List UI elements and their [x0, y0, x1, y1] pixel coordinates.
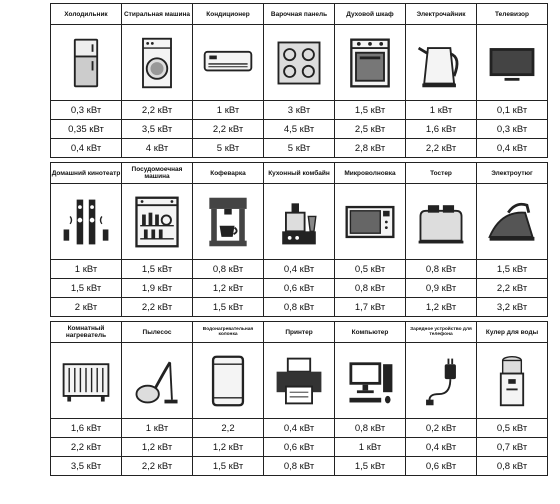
power-value: 1 кВт [406, 101, 477, 120]
power-value: 0,4 кВт [51, 139, 122, 158]
appliance-image-cell [406, 343, 477, 419]
power-value: 0,1 кВт [477, 101, 548, 120]
power-value: 0,8 кВт [264, 298, 335, 317]
power-value: 5 кВт [264, 139, 335, 158]
power-value: 3,5 кВт [122, 120, 193, 139]
power-value: 1,6 кВт [51, 419, 122, 438]
power-value: 2,2 кВт [193, 120, 264, 139]
power-value: 5 кВт [193, 139, 264, 158]
appliance-label: Принтер [264, 322, 335, 343]
power-value: 1,5 кВт [335, 101, 406, 120]
appliance-image-cell [122, 184, 193, 260]
appliance-image-cell [264, 184, 335, 260]
appliance-image-cell [477, 25, 548, 101]
appliance-label: Кондиционер [193, 4, 264, 25]
appliance-label: Водонагревательная колонка [193, 322, 264, 343]
appliance-label: Комнатный нагреватель [51, 322, 122, 343]
power-value: 3 кВт [264, 101, 335, 120]
toaster-icon [413, 194, 469, 250]
appliance-label: Кофеварка [193, 163, 264, 184]
food-processor-icon [271, 194, 327, 250]
washing-machine-icon [129, 35, 185, 91]
power-value: 0,2 кВт [406, 419, 477, 438]
power-value: 0,6 кВт [264, 279, 335, 298]
coffee-machine-icon [200, 194, 256, 250]
appliance-image-cell [406, 184, 477, 260]
appliance-label: Зарядное устройство для телефона [406, 322, 477, 343]
power-value: 1,5 кВт [122, 260, 193, 279]
computer-icon [342, 353, 398, 409]
power-value: 1,6 кВт [406, 120, 477, 139]
appliance-image-cell [335, 25, 406, 101]
power-value: 0,8 кВт [335, 419, 406, 438]
printer-icon [271, 353, 327, 409]
appliance-label: Духовой шкаф [335, 4, 406, 25]
power-value: 1,5 кВт [193, 457, 264, 476]
appliance-image-cell [264, 343, 335, 419]
power-value: 0,8 кВт [477, 457, 548, 476]
appliance-label: Электроутюг [477, 163, 548, 184]
power-value: 1,5 кВт [193, 298, 264, 317]
power-value: 1 кВт [51, 260, 122, 279]
power-value: 2,2 кВт [477, 279, 548, 298]
power-value: 1,2 кВт [193, 279, 264, 298]
vacuum-cleaner-icon [129, 353, 185, 409]
power-value: 1,2 кВт [193, 438, 264, 457]
fridge-icon [58, 35, 114, 91]
power-value: 2,2 кВт [122, 298, 193, 317]
appliance-image-cell [122, 25, 193, 101]
appliance-label: Телевизор [477, 4, 548, 25]
power-value: 0,9 кВт [406, 279, 477, 298]
power-value: 1,9 кВт [122, 279, 193, 298]
power-value: 1,2 кВт [122, 438, 193, 457]
power-value: 1,5 кВт [335, 457, 406, 476]
appliance-label: Холодильник [51, 4, 122, 25]
power-value: 1 кВт [193, 101, 264, 120]
power-value: 2,2 [193, 419, 264, 438]
power-value: 2,5 кВт [335, 120, 406, 139]
appliance-image-cell [193, 343, 264, 419]
power-value: 2,2 кВт [406, 139, 477, 158]
power-value: 1,5 кВт [51, 279, 122, 298]
power-value: 3,5 кВт [51, 457, 122, 476]
appliance-label: Микроволновка [335, 163, 406, 184]
appliance-image-cell [335, 343, 406, 419]
power-value: 0,8 кВт [406, 260, 477, 279]
heater-icon [58, 353, 114, 409]
power-value: 1,7 кВт [335, 298, 406, 317]
power-value: 0,5 кВт [335, 260, 406, 279]
appliance-image-cell [406, 25, 477, 101]
appliance-image-cell [264, 25, 335, 101]
power-value: 2,8 кВт [335, 139, 406, 158]
kettle-icon [413, 35, 469, 91]
appliance-label: Стиральная машина [122, 4, 193, 25]
appliance-label: Кухонный комбайн [264, 163, 335, 184]
tv-icon [484, 35, 540, 91]
power-value: 0,4 кВт [477, 139, 548, 158]
power-value: 0,4 кВт [264, 260, 335, 279]
power-value: 1,5 кВт [477, 260, 548, 279]
dishwasher-icon [129, 194, 185, 250]
power-value: 4,5 кВт [264, 120, 335, 139]
power-value: 3,2 кВт [477, 298, 548, 317]
power-value: 1 кВт [122, 419, 193, 438]
appliance-image-cell [477, 343, 548, 419]
microwave-icon [342, 194, 398, 250]
power-value: 0,5 кВт [477, 419, 548, 438]
power-value: 2,2 кВт [51, 438, 122, 457]
water-cooler-icon [484, 353, 540, 409]
air-conditioner-icon [200, 35, 256, 91]
oven-icon [342, 35, 398, 91]
power-value: 0,6 кВт [406, 457, 477, 476]
appliance-label: Компьютер [335, 322, 406, 343]
appliance-image-cell [51, 25, 122, 101]
power-value: 0,8 кВт [335, 279, 406, 298]
iron-icon [484, 194, 540, 250]
appliance-image-cell [122, 343, 193, 419]
appliance-label: Варочная панель [264, 4, 335, 25]
power-value: 0,8 кВт [193, 260, 264, 279]
appliance-image-cell [193, 184, 264, 260]
phone-charger-icon [413, 353, 469, 409]
power-value: 0,3 кВт [51, 101, 122, 120]
appliance-label: Посудомоечная машина [122, 163, 193, 184]
power-value: 1,2 кВт [406, 298, 477, 317]
appliance-label: Тостер [406, 163, 477, 184]
appliance-label: Электрочайник [406, 4, 477, 25]
power-value: 4 кВт [122, 139, 193, 158]
power-value: 0,35 кВт [51, 120, 122, 139]
power-value: 0,4 кВт [406, 438, 477, 457]
appliance-power-table [50, 3, 548, 476]
power-value: 0,3 кВт [477, 120, 548, 139]
power-value: 2,2 кВт [122, 101, 193, 120]
power-value: 0,4 кВт [264, 419, 335, 438]
power-value: 0,6 кВт [264, 438, 335, 457]
appliance-image-cell [51, 184, 122, 260]
appliance-label: Кулер для воды [477, 322, 548, 343]
appliance-image-cell [51, 343, 122, 419]
home-theater-icon [58, 194, 114, 250]
water-heater-icon [200, 353, 256, 409]
appliance-image-cell [193, 25, 264, 101]
appliance-image-cell [477, 184, 548, 260]
appliance-label: Пылесос [122, 322, 193, 343]
power-value: 2 кВт [51, 298, 122, 317]
power-value: 2,2 кВт [122, 457, 193, 476]
appliance-image-cell [335, 184, 406, 260]
power-value: 1 кВт [335, 438, 406, 457]
appliance-label: Домашний кинотеатр [51, 163, 122, 184]
power-value: 0,8 кВт [264, 457, 335, 476]
cooktop-icon [271, 35, 327, 91]
power-value: 0,7 кВт [477, 438, 548, 457]
